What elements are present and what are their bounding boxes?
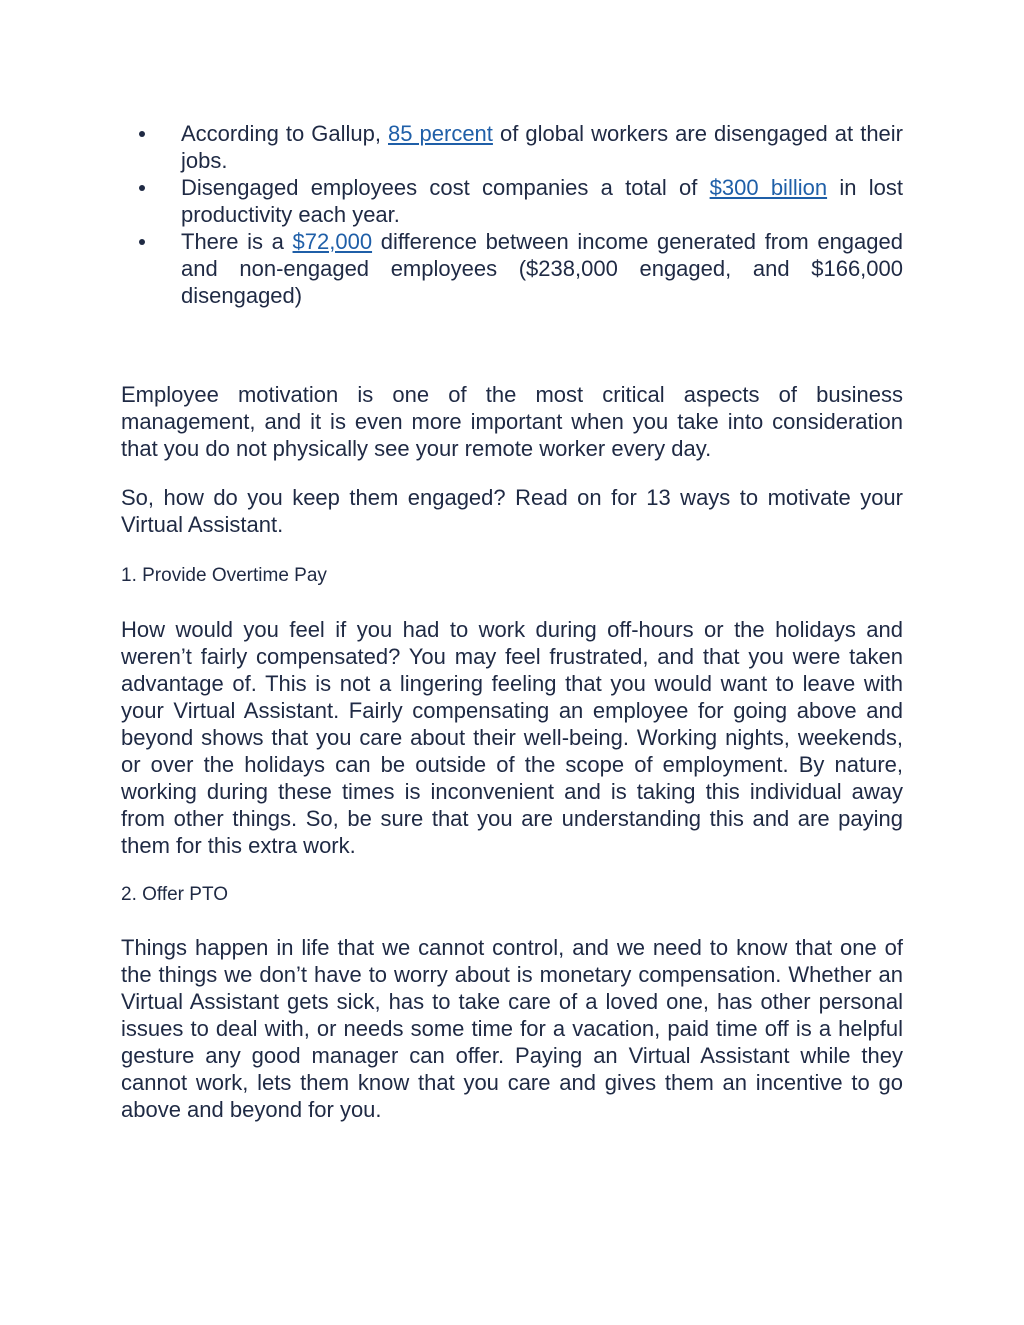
bullet-text: of global workers are disengaged at their jobs.: [181, 121, 903, 173]
bullet-icon: [139, 185, 145, 191]
section-heading-offer-pto: 2. Offer PTO: [121, 884, 229, 905]
document-page: [121, 120, 903, 1123]
section-body-overtime-pay: How would you feel if you had to work during off-hours or the holidays and weren’t fairly compensated? You may feel frustrated, and that you were taken advantage of. This is not a lingering feeling that you would want to leave with your Virtual Assistant. Fairly compensating an employee for going above and beyond shows that you care about their well-being. Working nights, weekends, or over the holidays can be outside of the scope of employment. By nature, working during these times is inconvenient and is taking this individual away from other things. So, be sure that you are understanding this and are paying them for this extra work.: [121, 617, 903, 858]
bullet-text: There is a: [181, 229, 293, 254]
list-item: [121, 174, 903, 228]
intro-paragraph: Employee motivation is one of the most critical aspects of business management, and it is even more important when you take into consideration that you do not physically see your remote worker every day.: [121, 382, 903, 461]
stats-bullet-list: [121, 120, 903, 309]
lead-paragraph: So, how do you keep them engaged? Read on for 13 ways to motivate your Virtual Assistant.: [121, 485, 903, 537]
bullet-icon: [139, 239, 145, 245]
bullet-text: difference between income generated from engaged and non-engaged employees ($238,000 engaged, and $166,000 disengaged): [181, 229, 903, 308]
stat-link-85-percent[interactable]: 85 percent: [388, 121, 493, 146]
bullet-text: Disengaged employees cost companies a total of: [181, 175, 710, 200]
section-heading-overtime-pay: 1. Provide Overtime Pay: [121, 565, 327, 586]
bullet-text: in lost productivity each year.: [181, 175, 903, 227]
section-body-offer-pto: Things happen in life that we cannot control, and we need to know that one of the things we don’t have to worry about is monetary compensation. Whether an Virtual Assistant gets sick, has to take care of a loved one, has other personal issues to deal with, or needs some time for a vacation, paid time off is a helpful gesture any good manager can offer. Paying an Virtual Assistant while they cannot work, lets them know that you care and gives them an incentive to go above and beyond for you.: [121, 935, 903, 1122]
bullet-icon: [139, 131, 145, 137]
stat-link-72000[interactable]: $72,000: [292, 229, 373, 254]
bullet-text: According to Gallup,: [181, 121, 389, 146]
list-item: [121, 120, 903, 174]
stat-link-300-billion[interactable]: $300 billion: [709, 175, 828, 200]
list-item: [121, 228, 903, 309]
